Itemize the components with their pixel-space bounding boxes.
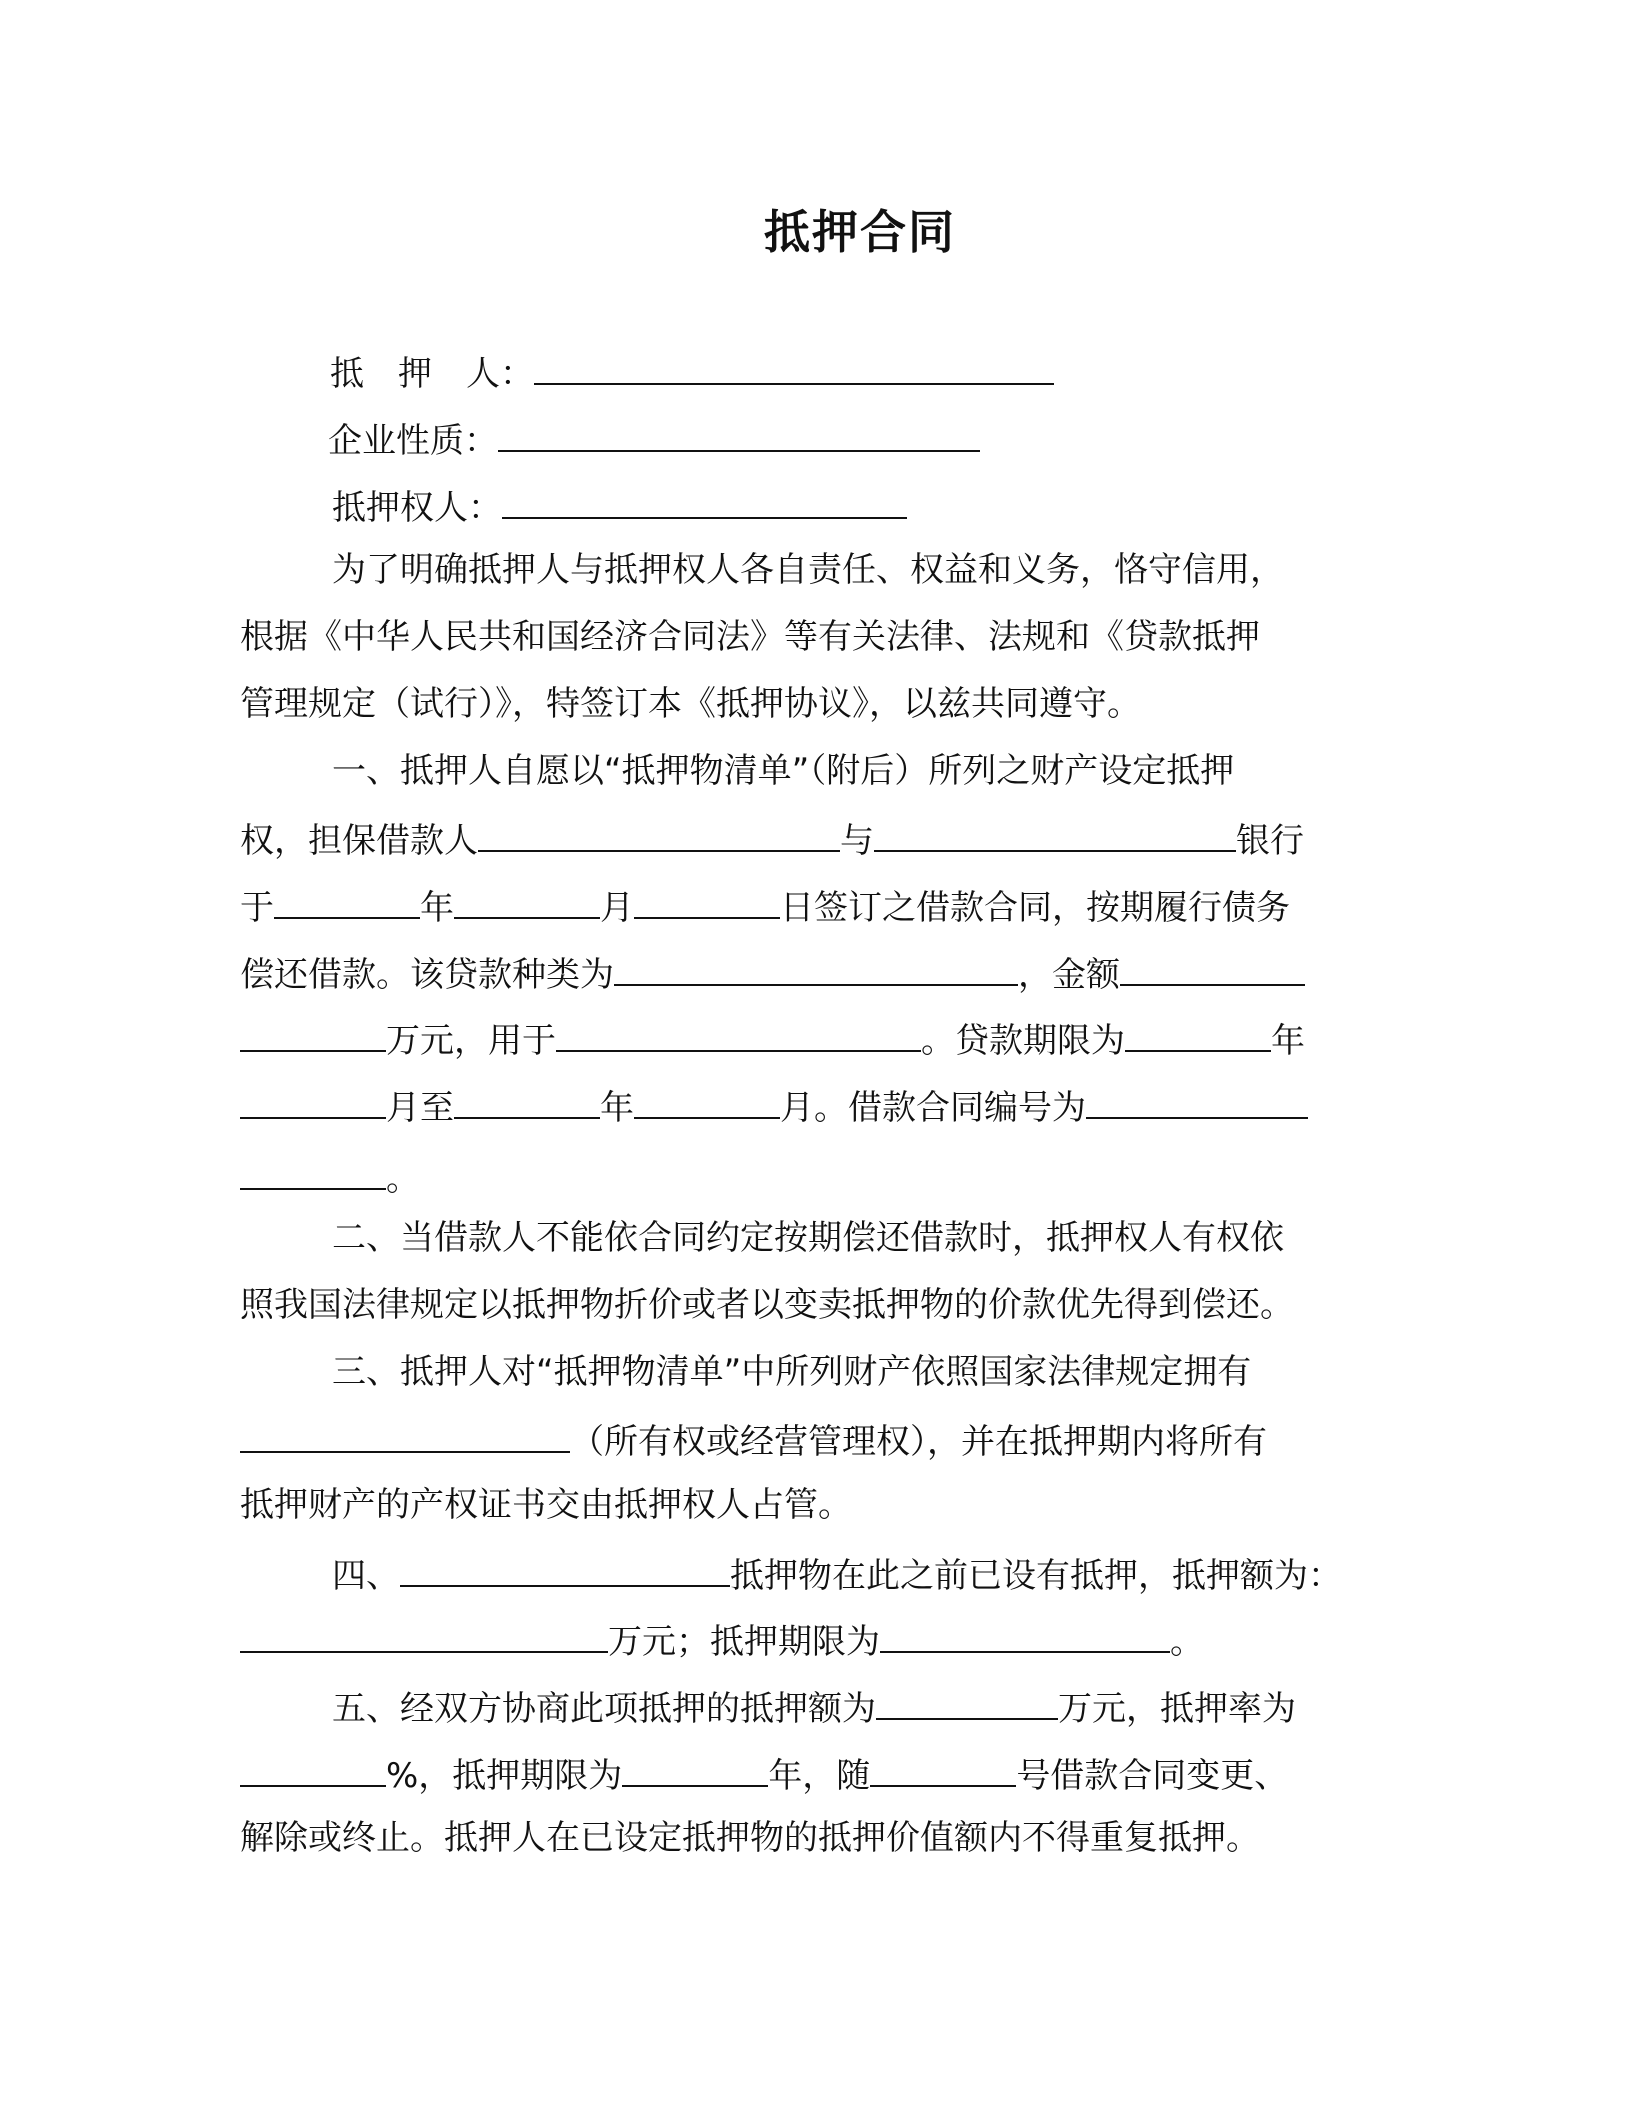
clause1-line-3 bbox=[240, 879, 1290, 933]
enterprise-field bbox=[328, 412, 980, 466]
prior-amount-blank[interactable] bbox=[240, 1613, 608, 1653]
clause1-line-7 bbox=[240, 1150, 420, 1204]
clause4-text: 。 bbox=[1170, 1622, 1204, 1662]
bank-blank[interactable] bbox=[874, 812, 1236, 852]
mortgage-rate-blank[interactable] bbox=[240, 1747, 386, 1787]
mortgage-term-blank[interactable] bbox=[622, 1747, 768, 1787]
clause5-text: %，抵押期限为 bbox=[386, 1756, 623, 1796]
clause4-line-2 bbox=[240, 1613, 1204, 1667]
mortgagee-field bbox=[332, 479, 907, 533]
clause1-text: 年 bbox=[420, 888, 454, 928]
clause1-text: 年 bbox=[600, 1088, 634, 1128]
clause1-text: 。贷款期限为 bbox=[921, 1021, 1125, 1061]
clause1-line-2 bbox=[240, 812, 1304, 866]
clause2-line-1: 二、当借款人不能依合同约定按期偿还借款时，抵押权人有权依 bbox=[332, 1218, 1284, 1258]
preamble-line-1: 为了明确抵押人与抵押权人各自责任、权益和义务，恪守信用， bbox=[332, 550, 1284, 590]
clause2-line-2: 照我国法律规定以抵押物折价或者以变卖抵押物的价款优先得到偿还。 bbox=[240, 1285, 1294, 1325]
clause1-text: 年 bbox=[1271, 1021, 1305, 1061]
mortgage-amount-blank[interactable] bbox=[876, 1680, 1058, 1720]
clause1-text: 与 bbox=[840, 821, 874, 861]
term-start-year-blank[interactable] bbox=[1125, 1012, 1271, 1052]
clause1-text: 银行 bbox=[1236, 821, 1304, 861]
enterprise-blank[interactable] bbox=[498, 412, 980, 452]
mortgagor-field bbox=[330, 345, 1054, 399]
contract-number-blank[interactable] bbox=[1086, 1079, 1308, 1119]
clause3-text: （所有权或经营管理权），并在抵押期内将所有 bbox=[570, 1422, 1267, 1462]
preamble-line-3: 管理规定（试行）》，特签订本《抵押协议》，以兹共同遵守。 bbox=[240, 684, 1141, 724]
document-title: 抵押合同 bbox=[764, 205, 956, 259]
clause5-line-2 bbox=[240, 1747, 1288, 1801]
term-end-year-blank[interactable] bbox=[454, 1079, 600, 1119]
clause1-text: 于 bbox=[240, 888, 274, 928]
clause1-text: 日签订之借款合同，按期履行债务 bbox=[780, 888, 1290, 928]
clause3-line-2 bbox=[240, 1413, 1267, 1467]
clause1-text: 月 bbox=[600, 888, 634, 928]
sign-month-blank[interactable] bbox=[454, 879, 600, 919]
term-start-month-blank[interactable] bbox=[240, 1079, 386, 1119]
clause5-text: 号借款合同变更、 bbox=[1016, 1756, 1289, 1796]
clause1-text: 权，担保借款人 bbox=[240, 821, 478, 861]
clause4-text: 抵押物在此之前已设有抵押，抵押额为： bbox=[730, 1556, 1342, 1596]
clause5-line-3: 解除或终止。抵押人在已设定抵押物的抵押价值额内不得重复抵押。 bbox=[240, 1818, 1260, 1858]
loan-contract-number-blank[interactable] bbox=[870, 1747, 1016, 1787]
clause4-line-1 bbox=[332, 1547, 1342, 1601]
clause1-line-5 bbox=[240, 1012, 1305, 1066]
sign-year-blank[interactable] bbox=[274, 879, 420, 919]
clause5-text: 万元，抵押率为 bbox=[1058, 1689, 1296, 1729]
clause1-text: 月至 bbox=[386, 1088, 454, 1128]
clause5-text: 年，随 bbox=[768, 1756, 871, 1796]
term-end-month-blank[interactable] bbox=[634, 1079, 780, 1119]
clause1-line-6 bbox=[240, 1079, 1308, 1133]
contract-number-cont-blank[interactable] bbox=[240, 1150, 386, 1190]
mortgagee-blank[interactable] bbox=[502, 479, 907, 519]
clause4-text: 四、 bbox=[332, 1556, 400, 1596]
mortgagor-blank[interactable] bbox=[534, 345, 1054, 385]
amount-blank[interactable] bbox=[1120, 946, 1305, 986]
clause1-text: 万元，用于 bbox=[386, 1021, 556, 1061]
clause1-line-4 bbox=[240, 946, 1305, 1000]
clause5-line-1 bbox=[332, 1680, 1296, 1734]
purpose-blank[interactable] bbox=[556, 1012, 921, 1052]
ownership-type-blank[interactable] bbox=[240, 1413, 570, 1453]
clause4-text: 万元；抵押期限为 bbox=[608, 1622, 880, 1662]
mortgagee-label: 抵押权人： bbox=[332, 488, 502, 528]
clause1-line-1: 一、抵押人自愿以“抵押物清单”（附后）所列之财产设定抵押 bbox=[332, 751, 1235, 791]
sign-day-blank[interactable] bbox=[634, 879, 780, 919]
borrower-blank[interactable] bbox=[478, 812, 840, 852]
loan-type-blank[interactable] bbox=[614, 946, 1018, 986]
enterprise-label: 企业性质： bbox=[328, 421, 498, 461]
mortgagor-label: 抵 押 人： bbox=[330, 354, 534, 394]
clause3-line-1: 三、抵押人对“抵押物清单”中所列财产依照国家法律规定拥有 bbox=[332, 1352, 1252, 1392]
prior-term-blank[interactable] bbox=[880, 1613, 1170, 1653]
clause1-text: 。 bbox=[386, 1159, 420, 1199]
clause1-text: ，金额 bbox=[1018, 955, 1120, 995]
prior-mortgage-blank[interactable] bbox=[400, 1547, 730, 1587]
clause5-text: 五、经双方协商此项抵押的抵押额为 bbox=[332, 1689, 876, 1729]
amount-cont-blank[interactable] bbox=[240, 1012, 386, 1052]
clause3-line-3: 抵押财产的产权证书交由抵押权人占管。 bbox=[240, 1485, 852, 1525]
preamble-line-2: 根据《中华人民共和国经济合同法》等有关法律、法规和《贷款抵押 bbox=[240, 617, 1260, 657]
clause1-text: 偿还借款。该贷款种类为 bbox=[240, 955, 614, 995]
clause1-text: 月。借款合同编号为 bbox=[780, 1088, 1086, 1128]
